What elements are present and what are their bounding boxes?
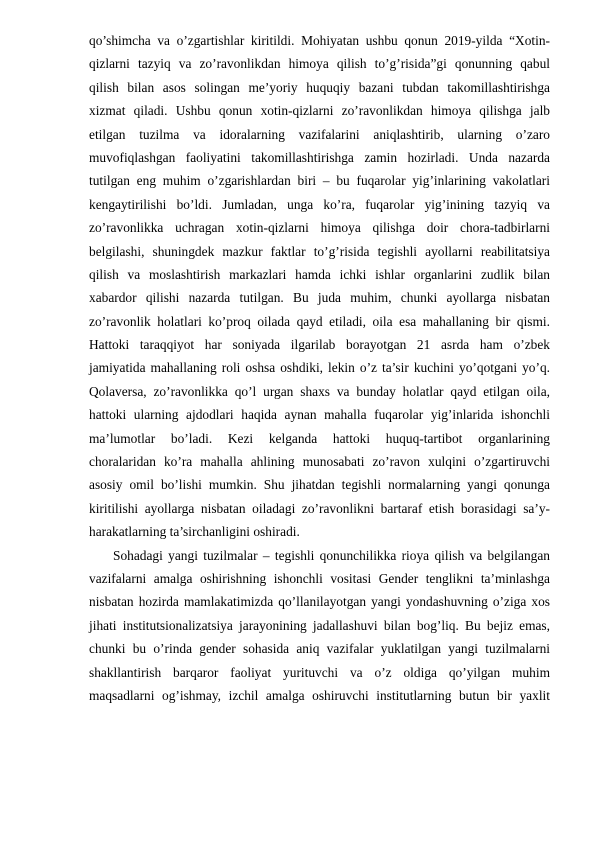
text-line: vazifalarni amalga oshirishning ishonchli vositasi Gender tenglikni ta’minlashga bbox=[89, 570, 550, 586]
text-line: ma’lumotlar bo’ladi. Kezi kelganda hattoki huquq-tartibot organlarining bbox=[89, 430, 550, 446]
text-line: tutilgan eng muhim o’zgarishlardan biri – bu fuqarolar yig’inlarining vakolatlari bbox=[89, 173, 550, 189]
text-line: asosiy omil bo’lishi mumkin. Shu jihatdan tegishli normalarning yangi qonunga bbox=[89, 477, 550, 493]
text-line: qilish va moslashtirish markazlari hamda ichki ishlar organlarini zudlik bilan bbox=[89, 266, 550, 282]
text-line: zo’ravonlikka uchragan xotin-qizlarni himoya qilishga doir chora-tadbirlarni bbox=[89, 220, 550, 236]
text-line: choralaridan ko’ra mahalla ahlining munosabati zo’ravon xulqini o’zgartiruvchi bbox=[89, 454, 550, 470]
text-line: belgilashi, shuningdek mazkur faktlar to’g’risida tegishli ayollarni reabilitatsiya bbox=[89, 243, 550, 259]
text-line: shakllantirish barqaror faoliyat yurituvchi va o’z oldiga qo’yilgan muhim bbox=[89, 664, 550, 680]
body-text bbox=[89, 29, 550, 707]
paragraph-start-line: Sohadagi yangi tuzilmalar – tegishli qonunchilikka rioya qilish va belgilangan bbox=[113, 547, 550, 563]
text-line: chunki bu o’rinda gender sohasida aniq vazifalar yuklatilgan yangi tuzilmalarni bbox=[89, 641, 550, 657]
text-line: Hattoki taraqqiyot har soniyada ilgarilab borayotgan 21 asrda ham o’zbek bbox=[89, 337, 550, 353]
text-line: kiritilishi ayollarga nisbatan oiladagi zo’ravonlikni bartaraf etish borasidagi sa’y- bbox=[89, 500, 550, 516]
text-line: qilish bilan asos solingan me’yoriy huquqiy bazani tubdan takomillashtirishga bbox=[89, 79, 550, 95]
text-line: qizlarni tazyiq va zo’ravonlikdan himoya qilish to’g’risida”gi qonunning qabul bbox=[89, 56, 550, 72]
text-line: kengaytirilishi bo’ldi. Jumladan, unga ko’ra, fuqarolar yig’inining tazyiq va bbox=[89, 196, 550, 212]
text-line: nisbatan hozirda mamlakatimizda qo’llanilayotgan yangi yondashuvning o’ziga xos bbox=[89, 594, 550, 610]
text-line: zo’ravonlik holatlari ko’proq oilada qayd etiladi, oila esa mahallaning bir qismi. bbox=[89, 313, 550, 329]
text-line: xizmat qiladi. Ushbu qonun xotin-qizlarni zo’ravonlikdan himoya qilishga jalb bbox=[89, 103, 550, 119]
text-line: xabardor qilishi nazarda tutilgan. Bu juda muhim, chunki ayollarga nisbatan bbox=[89, 290, 550, 306]
text-line: jihati institutsionalizatsiya jarayonining jadallashuvi bilan bog’liq. Bu bejiz emas, bbox=[89, 617, 550, 633]
text-line: Qolaversa, zo’ravonlikka qo’l urgan shaxs va bunday holatlar qayd etilgan oila, bbox=[89, 383, 550, 399]
text-line: jamiyatida mahallaning roli oshsa oshdiki, lekin o’z ta’sir kuchini yo’qotgani yo’q. bbox=[89, 360, 550, 376]
text-line: muvofiqlashgan faoliyatini takomillashtirishga zamin hozirladi. Unda nazarda bbox=[89, 149, 550, 165]
text-line: hattoki ularning ajdodlari haqida aynan mahalla fuqarolar yig’inlarida ishonchli bbox=[89, 407, 550, 423]
text-line: qo’shimcha va o’zgartishlar kiritildi. Mohiyatan ushbu qonun 2019-yilda “Xotin- bbox=[89, 33, 550, 48]
text-line: etilgan tuzilma va idoralarning vazifalarini aniqlashtirib, ularning o’zaro bbox=[89, 126, 550, 142]
text-line: maqsadlarni og’ishmay, izchil amalga oshiruvchi institutlarning butun bir yaxlit bbox=[89, 687, 550, 703]
paragraph-end-line: harakatlarning ta’sirchanligini oshiradi. bbox=[89, 524, 300, 540]
